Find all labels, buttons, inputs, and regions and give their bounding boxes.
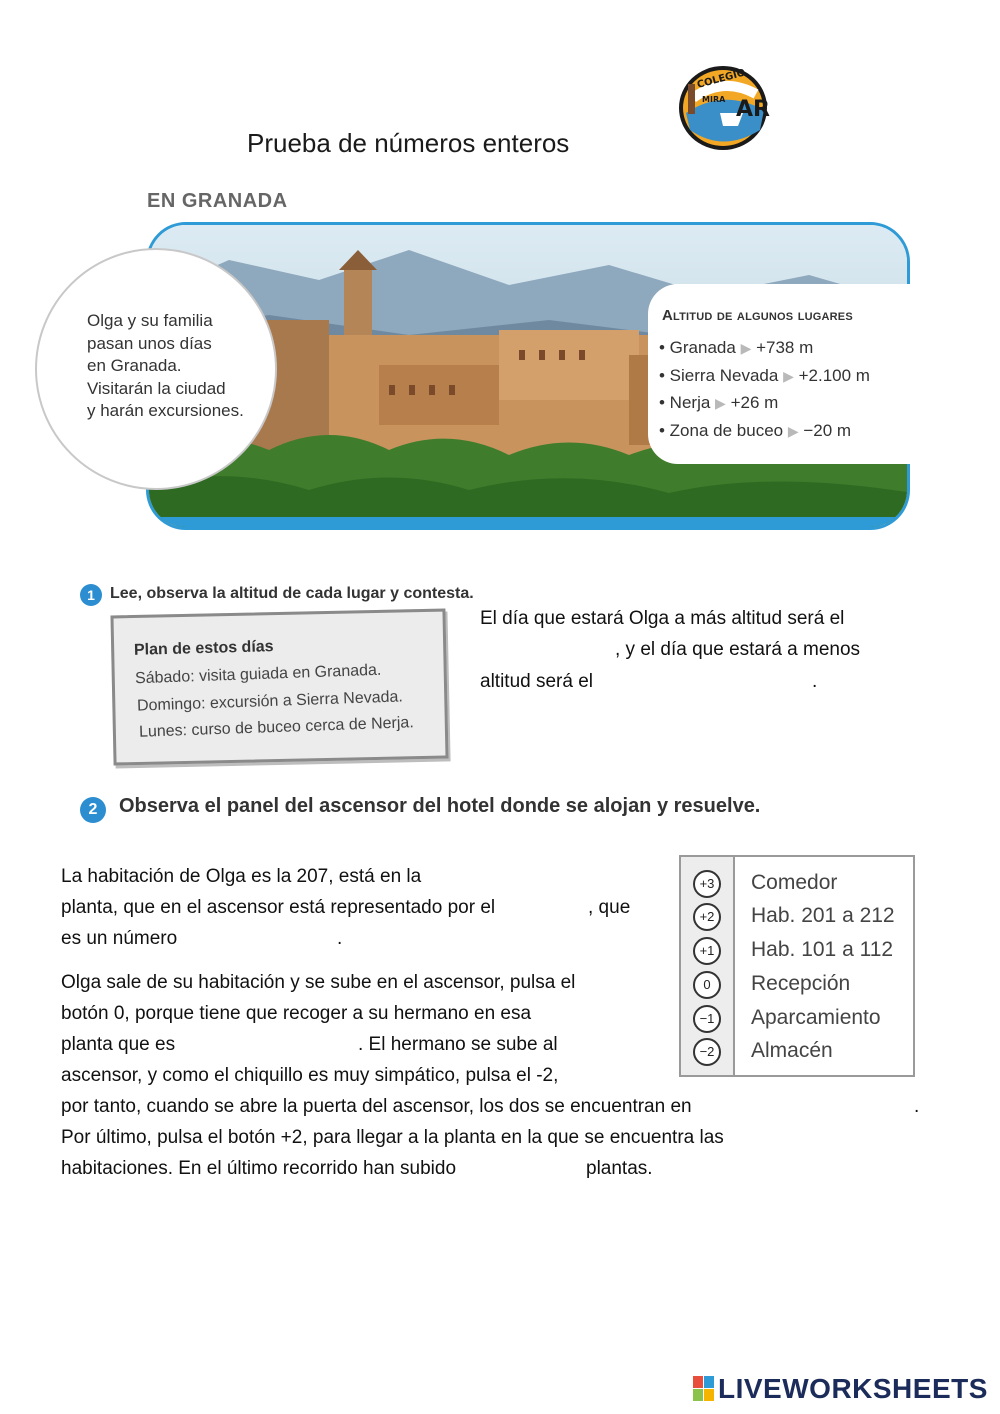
liveworksheets-logo-icon [693, 1376, 715, 1402]
intro-line: y harán excursiones. [87, 401, 244, 420]
floor-label: Comedor [751, 871, 838, 894]
arrow-icon: ▶ [740, 340, 752, 356]
svg-text:AR: AR [736, 97, 770, 122]
exercise-1-text: El día que estará Olga a más altitud será el [480, 608, 845, 629]
exercise-2-text: ascensor, y como el chiquillo es muy simpático, pulsa el -2, [61, 1065, 559, 1086]
svg-text:MIRA: MIRA [702, 95, 726, 104]
exercise-2-text: Olga sale de su habitación y se sube en el ascensor, pulsa el [61, 972, 576, 993]
exercise-1-text: . [812, 671, 818, 692]
altitude-list [659, 338, 870, 449]
exercise-2-text: plantas. [586, 1158, 653, 1179]
elevator-button: +3 [693, 870, 721, 898]
arrow-icon: ▶ [783, 367, 794, 384]
exercise-2-text: . [337, 928, 343, 949]
intro-line: Visitarán la ciudad [87, 378, 226, 398]
floor-label: Hab. 101 a 112 [751, 938, 894, 961]
intro-line: en Granada. [87, 356, 182, 375]
exercise-2-number: 2 [80, 797, 106, 823]
floor-label: Aparcamiento [751, 1006, 881, 1029]
floor-label: Almacén [751, 1039, 833, 1062]
liveworksheets-brand: LIVEWORKSHEETS [718, 1373, 988, 1404]
exercise-2-heading: Observa el panel del ascensor del hotel donde se alojan y resuelve. [119, 795, 761, 817]
plan-title: Plan de estos días [133, 638, 274, 659]
exercise-2-text: botón 0, porque tiene que recoger a su hermano en esa [61, 1003, 532, 1024]
school-logo [668, 58, 778, 153]
intro-line: pasan unos días [87, 333, 212, 353]
altitude-item: • Zona de buceo ▶ −20 m [659, 421, 852, 441]
intro-line: Olga y su familia [87, 311, 213, 330]
exercise-1-text: altitud será el [480, 671, 594, 692]
intro-text [87, 310, 272, 423]
exercise-2-text: Por último, pulsa el botón +2, para llegar a la planta en la que se encuentra las [61, 1127, 724, 1148]
exercise-2-text: planta, que en el ascensor está representado por el [61, 897, 496, 918]
arrow-icon: ▶ [787, 423, 799, 440]
exercise-1-heading: Lee, observa la altitud de cada lugar y contesta. [110, 585, 474, 602]
altitude-item: • Nerja ▶ +26 m [659, 393, 779, 413]
altitude-item: • Sierra Nevada ▶ +2.100 m [659, 365, 870, 385]
exercise-1-text: , y el día que estará a menos [615, 639, 861, 660]
elevator-button: 0 [693, 971, 721, 999]
altitude-title: Altitud de algunos lugares [662, 307, 853, 324]
elevator-button: +2 [693, 903, 721, 931]
svg-text:COLEGIO: COLEGIO [695, 67, 747, 91]
plan-line: Lunes: curso de buceo cerca de Nerja. [138, 714, 415, 741]
elevator-button: +1 [693, 937, 721, 965]
exercise-2-text: por tanto, cuando se abre la puerta del ascensor, los dos se encuentran en [61, 1096, 692, 1117]
exercise-2-text: . [914, 1096, 920, 1117]
floor-label: Hab. 201 a 212 [751, 904, 895, 927]
plan-line: Sábado: visita guiada en Granada. [134, 661, 382, 688]
exercise-2-text: . El hermano se sube al [358, 1034, 558, 1055]
exercise-2-text: es un número [61, 928, 178, 949]
exercise-2-text: , que [588, 897, 631, 918]
floor-label: Recepción [751, 972, 851, 995]
exercise-2-text: planta que es [61, 1034, 176, 1055]
exercise-2-text: habitaciones. En el último recorrido han subido [61, 1158, 457, 1179]
page-title: Prueba de números enteros [247, 128, 570, 158]
plan-line: Domingo: excursión a Sierra Nevada. [136, 688, 404, 715]
arrow-icon: ▶ [715, 395, 726, 412]
exercise-1-number: 1 [80, 584, 102, 606]
section-title: EN GRANADA [147, 190, 288, 212]
elevator-button: −1 [693, 1005, 721, 1033]
altitude-item: • Granada ▶ +738 m [659, 338, 814, 357]
elevator-button: −2 [693, 1038, 721, 1066]
exercise-2-text: La habitación de Olga es la 207, está en la [61, 866, 422, 887]
